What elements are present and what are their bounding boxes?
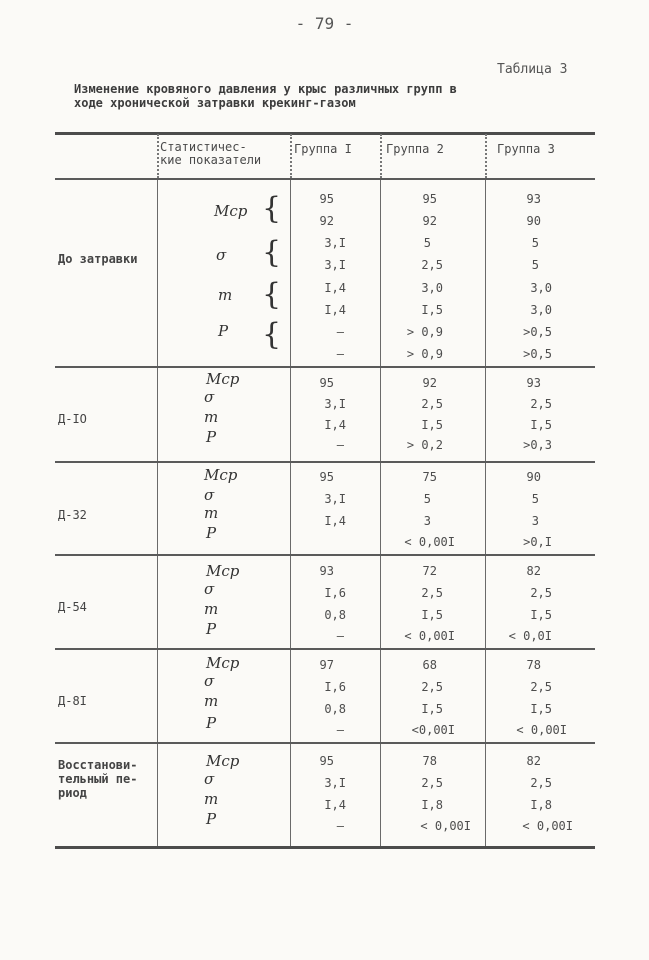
symbol-p: P: [206, 620, 217, 638]
cell-g2: I,5: [421, 303, 443, 317]
cell-g2: < 0,00I: [420, 819, 471, 833]
table-bottom-rule: [55, 846, 595, 849]
row-label: Д-32: [58, 508, 87, 522]
cell-g3: 3,0: [530, 303, 552, 317]
cell-g1: I,4: [324, 798, 346, 812]
cell-g1: 95: [319, 470, 334, 484]
cell-g2: 5: [423, 236, 431, 250]
cell-g1: 3,I: [324, 258, 346, 272]
cell-g2: 2,5: [421, 586, 443, 600]
cell-g2: 3,0: [421, 281, 443, 295]
row-label-line: тельный пе-: [58, 772, 138, 786]
symbol-m: m: [204, 408, 219, 426]
brace-icon: {: [262, 317, 282, 352]
symbol-sigma: σ: [204, 388, 215, 406]
cell-g1: –: [336, 325, 344, 339]
header-group-2: Группа 2: [386, 142, 444, 156]
cell-g2: 78: [422, 754, 437, 768]
cell-g2: 92: [422, 214, 437, 228]
header-stats-line: кие показатели: [160, 153, 262, 167]
cell-g2: 75: [422, 470, 437, 484]
cell-g1: I,4: [324, 281, 346, 295]
row-label: До затравки: [58, 252, 138, 266]
cell-g1: –: [336, 438, 344, 452]
cell-g3: 2,5: [530, 776, 552, 790]
cell-g3: I,5: [530, 702, 552, 716]
cell-g2: I,5: [421, 608, 443, 622]
symbol-p: P: [206, 428, 217, 446]
cell-g1: —: [336, 629, 344, 643]
symbol-mean: Мср: [206, 752, 240, 770]
cell-g2: > 0,9: [406, 347, 443, 361]
cell-g1: 3,I: [324, 397, 346, 411]
row-separator: [55, 742, 595, 744]
cell-g1: —: [336, 347, 344, 361]
cell-g1: 0,8: [324, 702, 346, 716]
cell-g1: 3,I: [324, 776, 346, 790]
cell-g3: < 0,00I: [522, 819, 573, 833]
cell-g2: 5: [423, 492, 431, 506]
cell-g3: < 0,0I: [508, 629, 552, 643]
cell-g2: 2,5: [421, 397, 443, 411]
symbol-mean: Мср: [206, 562, 240, 580]
cell-g3: < 0,00I: [516, 723, 567, 737]
header-col-divider: [380, 134, 382, 178]
cell-g1: I,6: [324, 586, 346, 600]
symbol-m: m: [204, 600, 219, 618]
row-label: Д-8I: [58, 694, 87, 708]
cell-g1: –: [336, 723, 344, 737]
cell-g1: I,6: [324, 680, 346, 694]
cell-g2: 2,5: [421, 776, 443, 790]
cell-g3: 82: [526, 754, 541, 768]
row-label: [58, 758, 137, 800]
cell-g1: 3,I: [324, 236, 346, 250]
row-separator: [55, 648, 595, 650]
body-col-divider: [290, 180, 291, 848]
cell-g3: 2,5: [530, 586, 552, 600]
symbol-m: m: [204, 504, 219, 522]
cell-g3: >0,5: [523, 325, 552, 339]
row-separator: [55, 554, 595, 556]
cell-g2: 72: [422, 564, 437, 578]
header-col-divider: [290, 134, 292, 178]
cell-g1: I,4: [324, 514, 346, 528]
symbol-sigma: σ: [204, 672, 215, 690]
cell-g3: 5: [531, 492, 539, 506]
symbol-sigma: σ: [204, 486, 215, 504]
symbol-m: m: [204, 692, 219, 710]
row-separator: [55, 366, 595, 368]
cell-g2: 95: [422, 192, 437, 206]
symbol-sigma: σ: [216, 246, 227, 264]
cell-g1: —: [336, 819, 344, 833]
cell-g2: > 0,2: [406, 438, 443, 452]
body-col-divider: [380, 180, 381, 848]
cell-g3: 5: [531, 258, 539, 272]
row-label: Д-54: [58, 600, 87, 614]
cell-g1: 95: [319, 192, 334, 206]
cell-g3: I,5: [530, 418, 552, 432]
cell-g2: < 0,00I: [404, 535, 455, 549]
title-line: Изменение кровяного давления у крыс различных групп в: [74, 82, 457, 96]
symbol-p: P: [218, 322, 229, 340]
cell-g1: 93: [319, 564, 334, 578]
cell-g1: I,4: [324, 303, 346, 317]
symbol-m: m: [218, 286, 233, 304]
cell-g2: 2,5: [421, 258, 443, 272]
header-group-3: Группа 3: [497, 142, 555, 156]
table-label: Таблица 3: [497, 62, 568, 77]
body-col-divider: [157, 180, 158, 848]
header-stats: [160, 141, 261, 167]
page-number: - 79 -: [295, 14, 354, 33]
symbol-mean: Мср: [206, 654, 240, 672]
cell-g2: 2,5: [421, 680, 443, 694]
cell-g3: 93: [526, 192, 541, 206]
cell-g2: < 0,00I: [404, 629, 455, 643]
cell-g3: 3: [531, 514, 539, 528]
cell-g3: 5: [531, 236, 539, 250]
body-col-divider: [485, 180, 486, 848]
cell-g2: 3: [423, 514, 431, 528]
symbol-p: P: [206, 714, 217, 732]
cell-g2: <0,00I: [411, 723, 455, 737]
cell-g2: I,8: [421, 798, 443, 812]
row-label-line: Восстанови-: [58, 758, 138, 772]
title-line: ходе хронической затравки крекинг-газом: [74, 96, 356, 110]
symbol-p: P: [206, 810, 217, 828]
brace-icon: {: [262, 235, 282, 270]
cell-g3: >0,5: [523, 347, 552, 361]
symbol-p: P: [206, 524, 217, 542]
table-top-rule: [55, 132, 595, 135]
header-bottom-rule: [55, 178, 595, 180]
cell-g3: 3,0: [530, 281, 552, 295]
cell-g3: 90: [526, 214, 541, 228]
cell-g3: 82: [526, 564, 541, 578]
cell-g3: 90: [526, 470, 541, 484]
row-label: Д-IO: [58, 412, 87, 426]
symbol-sigma: σ: [204, 770, 215, 788]
symbol-m: m: [204, 790, 219, 808]
cell-g3: >0,I: [523, 535, 552, 549]
cell-g1: I,4: [324, 418, 346, 432]
cell-g1: 3,I: [324, 492, 346, 506]
cell-g3: 2,5: [530, 397, 552, 411]
table-title: [74, 82, 594, 110]
cell-g3: 78: [526, 658, 541, 672]
symbol-mean: Мср: [206, 370, 240, 388]
cell-g1: 97: [319, 658, 334, 672]
header-col-divider: [157, 134, 159, 178]
cell-g2: > 0,9: [406, 325, 443, 339]
cell-g1: 92: [319, 214, 334, 228]
symbol-mean: Мср: [214, 202, 248, 220]
row-label-line: риод: [58, 786, 87, 800]
header-stats-line: Статистичес-: [160, 140, 247, 154]
cell-g3: I,5: [530, 608, 552, 622]
header-col-divider: [485, 134, 487, 178]
brace-icon: {: [262, 191, 282, 226]
cell-g3: I,8: [530, 798, 552, 812]
cell-g2: 68: [422, 658, 437, 672]
cell-g1: 95: [319, 754, 334, 768]
cell-g1: 0,8: [324, 608, 346, 622]
cell-g2: I,5: [421, 418, 443, 432]
cell-g3: 93: [526, 376, 541, 390]
symbol-mean: Мср: [204, 466, 238, 484]
cell-g2: I,5: [421, 702, 443, 716]
cell-g3: 2,5: [530, 680, 552, 694]
cell-g3: >0,3: [523, 438, 552, 452]
symbol-sigma: σ: [204, 580, 215, 598]
cell-g2: 92: [422, 376, 437, 390]
brace-icon: {: [262, 277, 282, 312]
cell-g1: 95: [319, 376, 334, 390]
row-separator: [55, 461, 595, 463]
header-group-1: Группа I: [294, 142, 352, 156]
